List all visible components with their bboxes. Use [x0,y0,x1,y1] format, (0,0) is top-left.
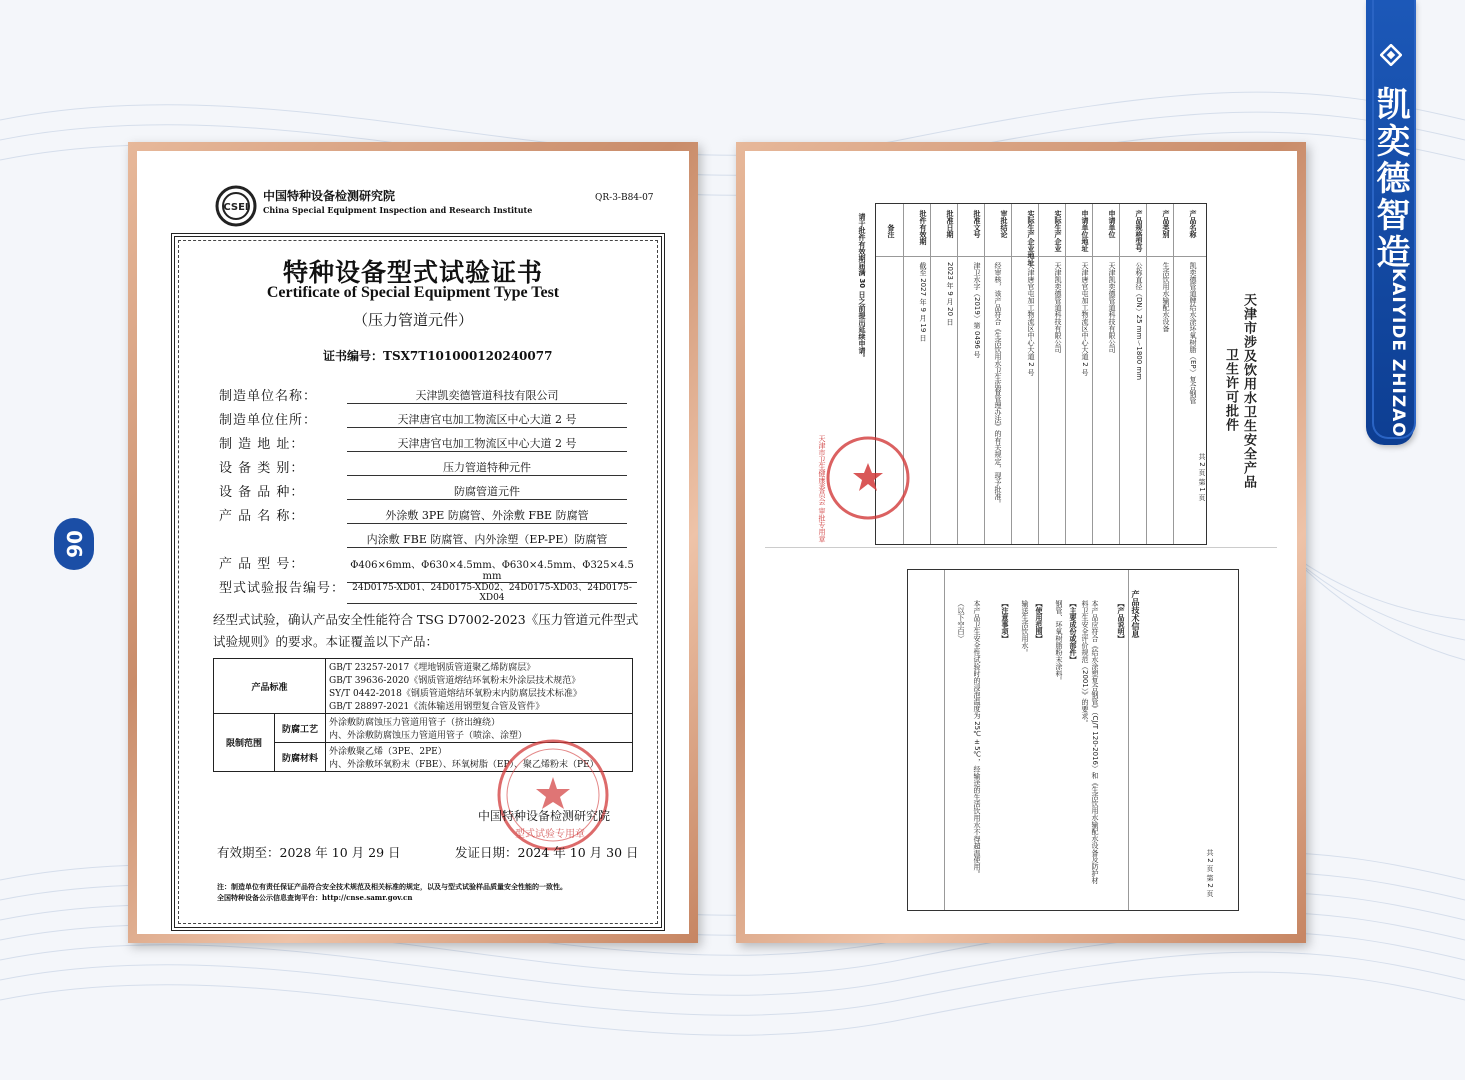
certificate-number [323,347,552,364]
row-label: 设 备 类 别： [219,461,305,476]
material-item: 内、外涂敷环氧粉末（FBE）、环氧树脂（EP）、聚乙烯粉末（PE） [329,760,599,770]
section-value: 钢管、环氧树脂粉末涂料。 [1055,600,1063,684]
field-value: 经审核，该产品符合《生活饮用水卫生监督管理办法》的有关规定，现予批准。 [994,262,1002,507]
section-value: 本产品卫生安全性试验时的浸泡温度为 25℃±5℃，经输送的生活饮用水不得超温使用。 [973,600,981,878]
csei-logo-icon [215,185,257,227]
product-info-box [907,569,1239,911]
field-value: 截至 2027 年 9 月 19 日 [919,262,927,342]
row-label: 产 品 型 号： [219,557,305,572]
standard-item: GB/T 39636-2020《钢质管道熔结环氧粉末外涂层技术规范》 [329,676,581,686]
section-label: 【注意事项】 [1001,600,1009,642]
row-label: 设 备 品 种： [219,485,305,500]
page-number-badge [54,518,94,570]
certificate-subtitle: （压力管道元件） [352,311,473,329]
field-value: 公称直径（DN）25 mm～1800 mm [1135,262,1143,381]
info-label: 产品技术信息 [1131,590,1140,638]
approval-frame [736,142,1306,943]
approval-title-2: 卫生许可批件 [1223,348,1238,432]
field-label: 申请单位地址 [1081,210,1089,252]
process-label: 防腐工艺 [275,714,326,743]
page-number: 06 [62,530,86,558]
row-label: 制 造 地 址： [219,437,305,452]
field-label: 批准日期 [946,210,954,238]
scope-label: 限制范围 [214,714,275,772]
certificate-number-value: TSX7T101000120240077 [383,349,553,363]
statement-text: 经型式试验，确认产品安全性能符合 TSG D7002-2023《压力管道元件型式试验规则》的要求。本证覆盖以下产品： [213,612,639,649]
stamp-label: 型式试验专用章 [515,829,585,840]
row-value: 压力管道特种元件 [347,459,627,476]
field-value: 天津唐官屯加工物流区中心大道 2 号 [1081,262,1089,376]
field-label: 实际生产企业 [1054,210,1062,252]
brand-name-cn: 凯奕德智造 [1370,86,1410,271]
brand-name-en: KAIYIDE ZHIZAO [1388,268,1408,438]
field-label: 产品名称 [1189,210,1197,238]
certificate-footnote [217,881,657,903]
standard-item: SY/T 0442-2018《钢质管道熔结环氧粉末内防腐层技术标准》 [329,689,582,699]
process-item: 内、外涂敷防腐蚀压力管道用管子（喷涂、涂塑） [329,731,528,741]
approval-page-2: 共 2 页 第 2 页 [1206,849,1214,898]
row-label: 产 品 名 称： [219,509,305,524]
row-value: 天津唐官屯加工物流区中心大道 2 号 [347,435,627,452]
row-value: 外涂敷 3PE 防腐管、外涂敷 FBE 防腐管 [347,507,627,524]
csei-logo-text: CSEI [223,202,249,213]
approval-page [745,151,1297,934]
field-value: 凯奕德管道牌给水涂环氧树脂（EP）复合钢管 [1189,262,1197,404]
renew-note: 请于批件有效期届满 30 日之前提出延续申请。 [858,213,866,361]
section-value: 本产品应符合《给水涂塑复合钢管》（CJ/T 120-2016）和《生活饮用水输配水设备及防护材料卫生安全评价规范（2001）》的要求。 [1081,600,1099,885]
validity-value: 2028 年 10 月 29 日 [279,845,401,860]
certificate-frame [128,142,698,943]
field-label: 产品类别 [1162,210,1170,238]
row-value: 24D0175-XD01、24D0175-XD02、24D0175-XD03、24D0175-XD04 [347,580,637,604]
approval-page-1: 共 2 页 第 1 页 [1198,453,1206,502]
standard-item: GB/T 28897-2021《流体输送用钢塑复合管及管件》 [329,702,545,712]
certificate-page [137,151,689,934]
material-label: 防腐材料 [275,743,326,772]
row-value: 天津凯奕德管道科技有限公司 [347,387,627,404]
fold-line [765,547,1277,548]
section-label: 【主要成份或部件】 [1069,600,1077,663]
field-label: 批件有效期 [919,210,927,245]
certificate-title-cn: 特种设备型式试验证书 [282,258,543,287]
section-label: 【使用范围】 [1035,600,1043,642]
footnote-text: 注：制造单位有责任保证产品符合安全技术规范及相关标准的规定，以及与型式试验样品质量安全性能的一致性。 [217,882,567,891]
row-value: Φ406×6mm、Φ630×4.5mm、Φ630×4.5mm、Φ325×4.5 mm [347,556,637,583]
field-value: 天津凯奕德管道科技有限公司 [1108,262,1116,353]
field-label: 批准文号 [973,210,981,238]
validity-label: 有效期至： [217,845,280,860]
approval-title: 天津市涉及饮用水卫生安全产品 [1241,293,1256,489]
row-value: 内涂敷 FBE 防腐管、内外涂塑（EP-PE）防腐管 [347,531,627,548]
field-label: 产品规格型号 [1135,210,1143,252]
field-value: 天津唐官屯加工物流区中心大道 2 号 [1027,262,1035,376]
institute-name-en: China Special Equipment Inspection and Research Institute [263,205,533,215]
form-code: QR-3-B84-07 [595,193,654,203]
section-value: 输送生活饮用水。 [1021,600,1029,656]
field-value: 生活饮用水输配水设备 [1162,262,1170,332]
institute-name-cn: 中国特种设备检测研究院 [263,189,396,203]
row-label: 制造单位住所： [219,413,318,428]
standard-item: GB/T 23257-2017《埋地钢质管道聚乙烯防腐层》 [329,663,536,673]
issue-date-label: 发证日期： [455,845,518,860]
field-label: 申请单位 [1108,210,1116,238]
certificate-number-label: 证书编号： [323,349,384,363]
material-item: 外涂敷聚乙烯（3PE、2PE） [329,747,447,757]
field-label: 审批结论 [1000,210,1008,238]
process-item: 外涂敷防腐蚀压力管道用管子（挤出缠绕） [329,718,501,728]
standards-list [326,659,633,714]
issue-date [455,843,639,861]
stamp-caption: 天津市卫生健康委员会 审批专用章 [818,435,826,543]
standards-label: 产品标准 [214,659,326,714]
issuer-name: 中国特种设备检测研究院 [478,809,611,823]
approval-sheet-top [787,173,1256,543]
field-value: 津卫水字（2019）第 0496 号 [973,262,981,359]
certificate-title-en: Certificate of Special Equipment Type Test [266,284,560,301]
validity-date [217,843,401,861]
row-label: 制造单位名称： [219,389,318,404]
health-commission-stamp [823,433,913,523]
field-value: 天津凯奕德管道科技有限公司 [1054,262,1062,353]
field-label: 备注 [887,224,895,238]
section-value: （以下空白） [957,600,965,642]
brand-diamond-icon [1380,44,1402,66]
section-label: 【产品说明】 [1117,600,1125,642]
field-value: 2023 年 9 月 20 日 [946,262,954,326]
approval-fields-grid [875,203,1207,545]
approval-sheet-bottom [787,559,1247,924]
field-label: 实际生产企业地址 [1027,210,1035,266]
footnote-website: 全国特种设备公示信息查询平台：http://cnse.samr.gov.cn [217,893,413,902]
row-label: 型式试验报告编号： [219,581,346,596]
row-value: 防腐管道元件 [347,483,627,500]
row-value: 天津唐官屯加工物流区中心大道 2 号 [347,411,627,428]
issue-date-value: 2024 年 10 月 30 日 [517,845,639,860]
